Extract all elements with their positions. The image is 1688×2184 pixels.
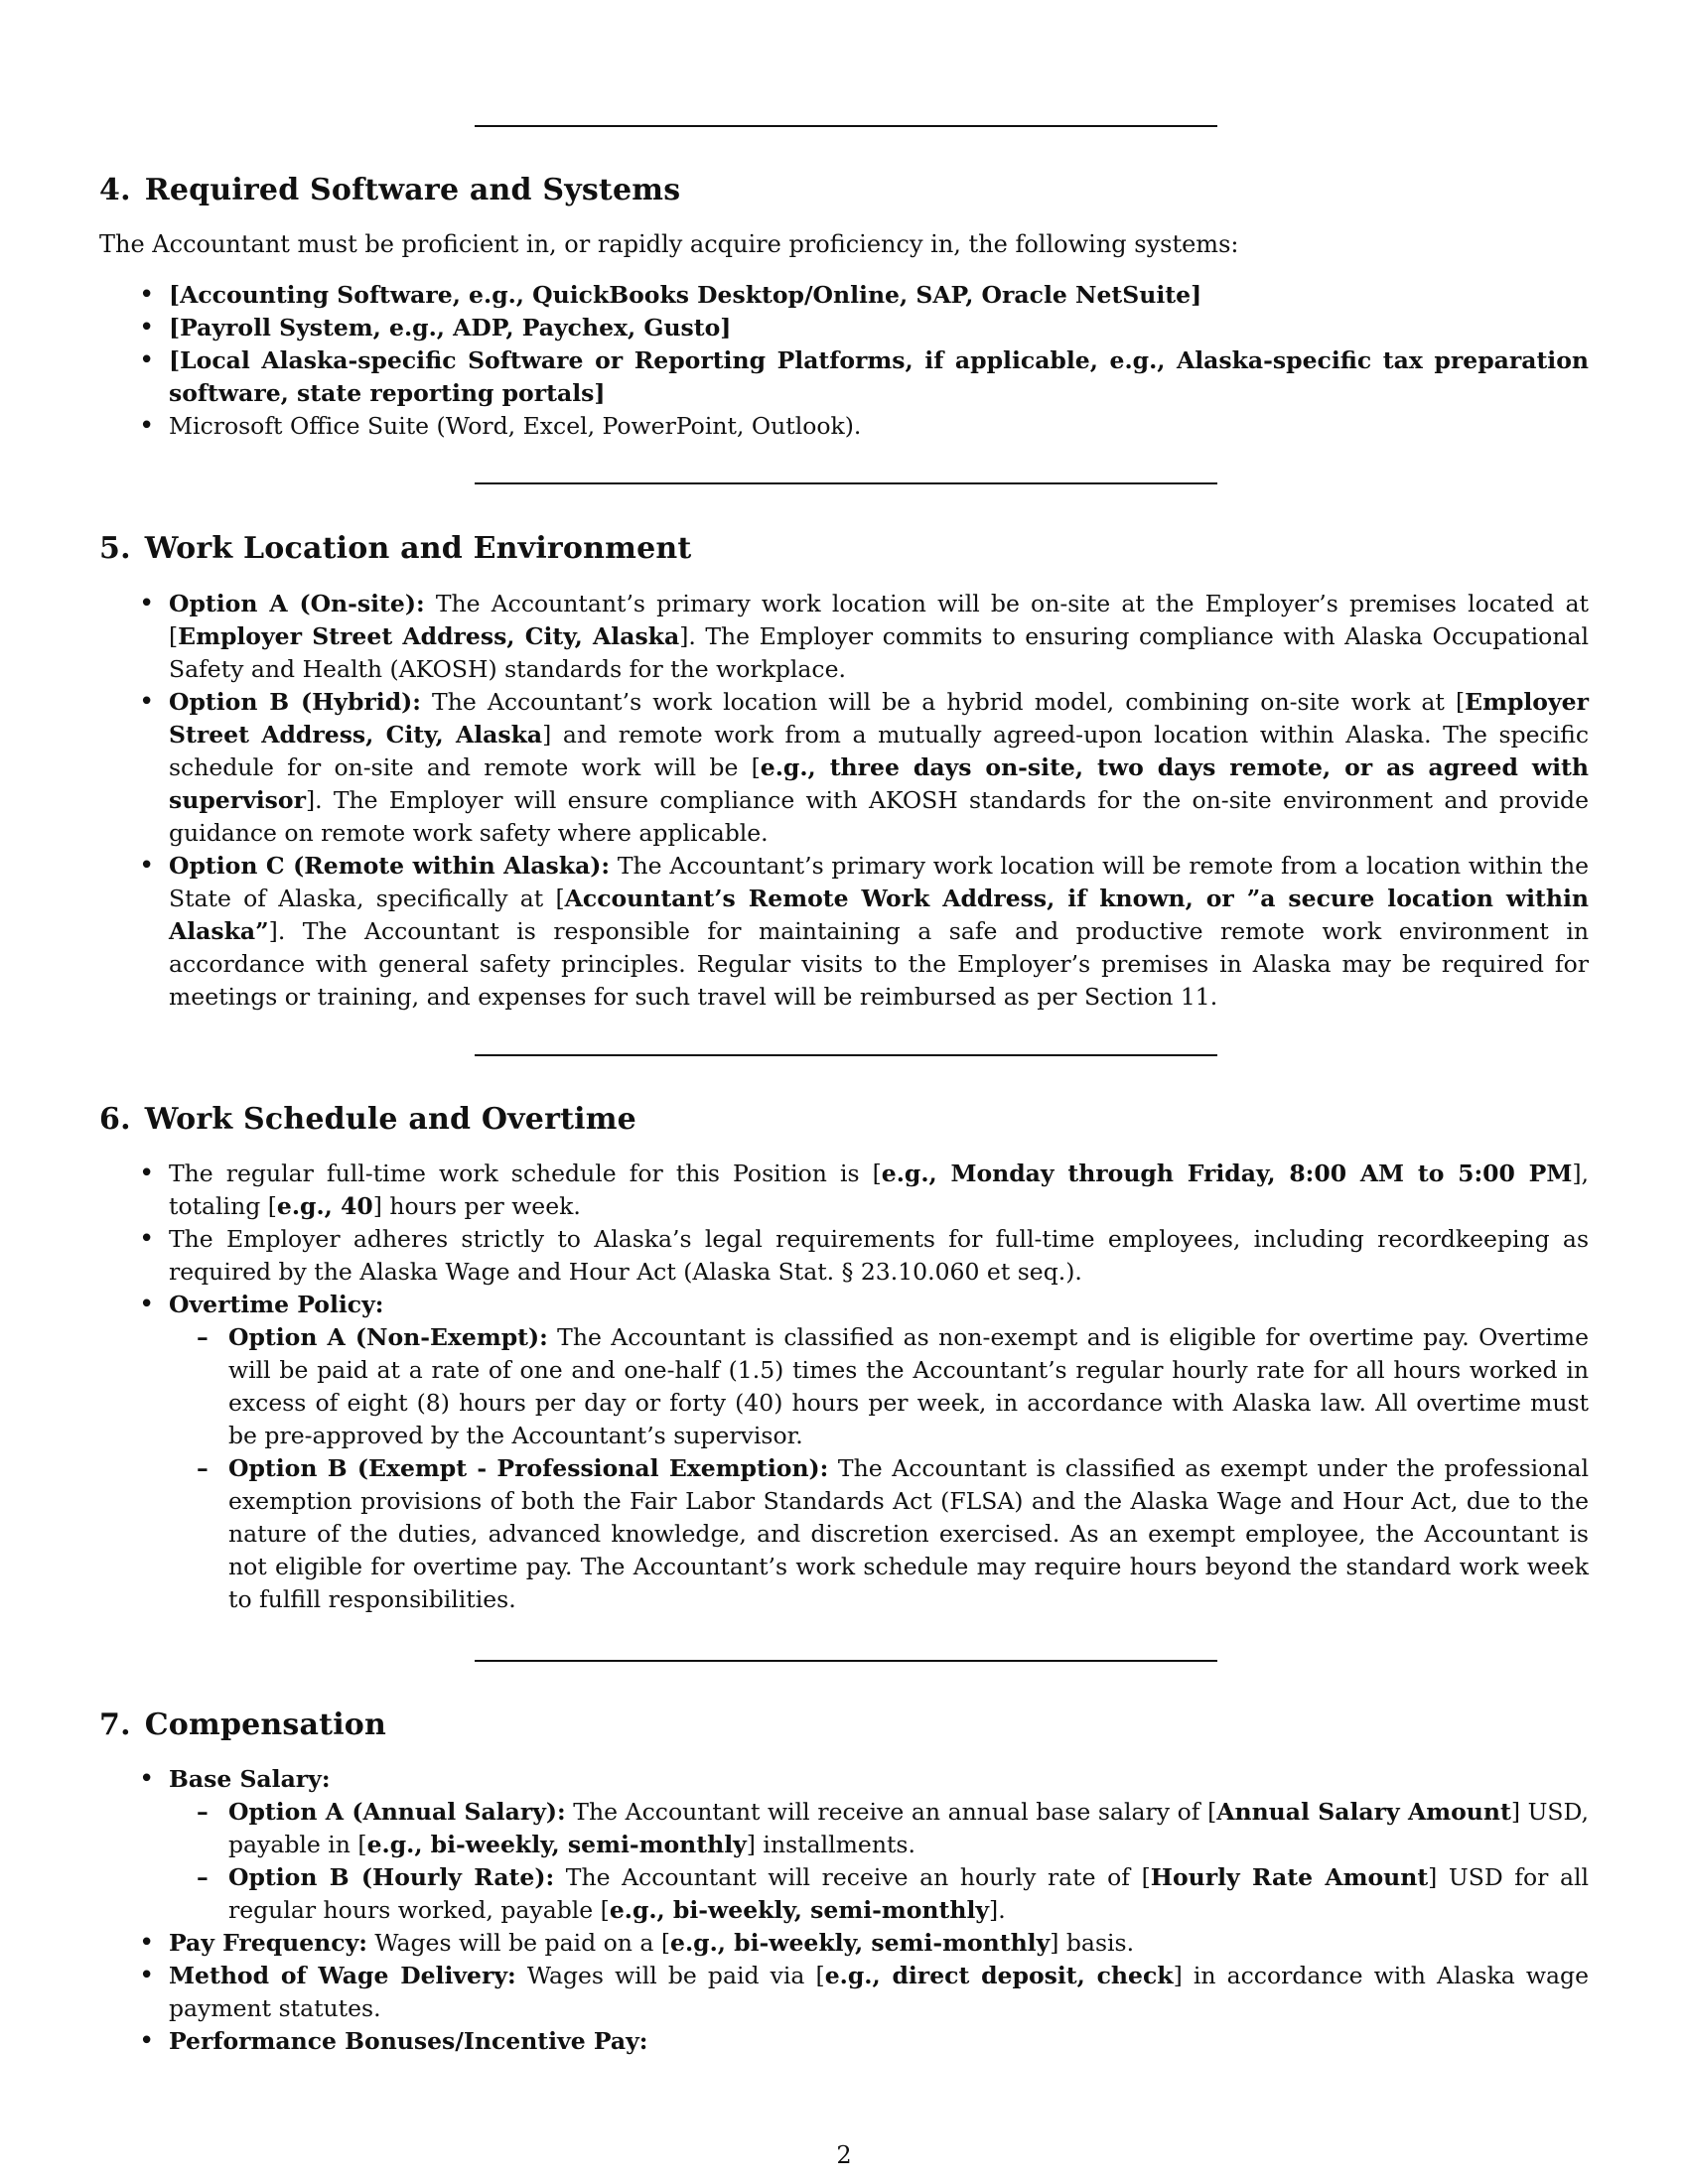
- list-item: • [Payroll System, e.g., ADP, Paychex, Gusto]: [99, 312, 1589, 344]
- schedule-list: [99, 1158, 1589, 1616]
- section-7-heading: 7. Compensation: [99, 1707, 387, 1742]
- list-item: • The regular full-time work schedule for this Position is [e.g., Monday through Friday, 8:00 AM to 5:00 PM], totaling [e.g., 40] hours per week.: [99, 1158, 1589, 1223]
- page-number: 2: [836, 2141, 852, 2169]
- compensation-list: [99, 1763, 1589, 2058]
- section-divider: [475, 1660, 1217, 1662]
- list-item: • Method of Wage Delivery: Wages will be paid via [e.g., direct deposit, check] in accordance with Alaska wage payment statutes.: [99, 1960, 1589, 2025]
- work-location-options: [99, 588, 1589, 1014]
- salary-options: [169, 1796, 1589, 1927]
- list-item: – Option B (Hourly Rate): The Accountant will receive an hourly rate of [Hourly Rate Amount] USD for all regular hours worked, payable [e.g., bi-weekly, semi-monthly].: [169, 1861, 1589, 1927]
- section-divider: [475, 1054, 1217, 1056]
- section-divider: [475, 482, 1217, 484]
- section-5-heading: 5. Work Location and Environment: [99, 531, 692, 566]
- list-item: • Option A (On-site): The Accountant’s primary work location will be on-site at the Employer’s premises located at [Employer Street Address, City, Alaska]. The Employer commits to ensuring compliance with Alaska Occupational Safety and Health (AKOSH) standards for the workplace.: [99, 588, 1589, 686]
- list-item: • Base Salary: – Option A (Annual Salary): The Accountant will receive an annual base salary of [Annual Salary Amount] USD, payable in [e.g., bi-weekly, semi-monthly] installments. – Option B (Hourly Rate): The Accountant will receive an hourly rate of [Hourly Rate Amount] USD for all regular hours worked, payable [e.g., bi-weekly, semi-monthly].: [99, 1763, 1589, 1927]
- list-item: • Performance Bonuses/Incentive Pay:: [99, 2025, 1589, 2058]
- list-item: • Microsoft Office Suite (Word, Excel, PowerPoint, Outlook).: [99, 410, 1589, 443]
- section-4-heading: 4. Required Software and Systems: [99, 173, 681, 207]
- list-item: • Option B (Hybrid): The Accountant’s work location will be a hybrid model, combining on-site work at [Employer Street Address, City, Alaska] and remote work from a mutually agreed-upon location within Alaska. The specific schedule for on-site and remote work will be [e.g., three days on-site, two days remote, or as agreed with supervisor]. The Employer will ensure compliance with AKOSH standards for the on-site environment and provide guidance on remote work safety where applicable.: [99, 686, 1589, 850]
- list-item: • Overtime Policy: – Option A (Non-Exempt): The Accountant is classified as non-exempt and is eligible for overtime pay. Overtime will be paid at a rate of one and one-half (1.5) times the Accountant’s regular hourly rate for all hours worked in excess of eight (8) hours per day or forty (40) hours per week, in accordance with Alaska law. All overtime must be pre-approved by the Accountant’s supervisor. – Option B (Exempt - Professional Exemption): The Accountant is classified as exempt under the professional exemption provisions of both the Fair Labor Standards Act (FLSA) and the Alaska Wage and Hour Act, due to the nature of the duties, advanced knowledge, and discretion exercised. As an exempt employee, the Accountant is not eligible for overtime pay. The Accountant’s work schedule may require hours beyond the standard work week to fulfill responsibilities.: [99, 1289, 1589, 1616]
- list-item: – Option A (Non-Exempt): The Accountant is classified as non-exempt and is eligible for overtime pay. Overtime will be paid at a rate of one and one-half (1.5) times the Accountant’s regular hourly rate for all hours worked in excess of eight (8) hours per day or forty (40) hours per week, in accordance with Alaska law. All overtime must be pre-approved by the Accountant’s supervisor.: [169, 1321, 1589, 1452]
- overtime-options: [169, 1321, 1589, 1616]
- section-6-heading: 6. Work Schedule and Overtime: [99, 1102, 636, 1137]
- list-item: • [Accounting Software, e.g., QuickBooks Desktop/Online, SAP, Oracle NetSuite]: [99, 279, 1589, 312]
- section-divider: [475, 125, 1217, 127]
- section-4-intro: The Accountant must be proficient in, or rapidly acquire proficiency in, the following systems:: [99, 230, 1239, 258]
- list-item: • [Local Alaska-specific Software or Reporting Platforms, if applicable, e.g., Alaska-specific tax preparation software, state reporting portals]: [99, 344, 1589, 410]
- list-item: – Option A (Annual Salary): The Accountant will receive an annual base salary of [Annual Salary Amount] USD, payable in [e.g., bi-weekly, semi-monthly] installments.: [169, 1796, 1589, 1861]
- software-list: [99, 279, 1589, 443]
- list-item: – Option B (Exempt - Professional Exemption): The Accountant is classified as exempt under the professional exemption provisions of both the Fair Labor Standards Act (FLSA) and the Alaska Wage and Hour Act, due to the nature of the duties, advanced knowledge, and discretion exercised. As an exempt employee, the Accountant is not eligible for overtime pay. The Accountant’s work schedule may require hours beyond the standard work week to fulfill responsibilities.: [169, 1452, 1589, 1616]
- list-item: • Option C (Remote within Alaska): The Accountant’s primary work location will be remote from a location within the State of Alaska, specifically at [Accountant’s Remote Work Address, if known, or ”a secure location within Alaska”]. The Accountant is responsible for maintaining a safe and productive remote work environment in accordance with general safety principles. Regular visits to the Employer’s premises in Alaska may be required for meetings or training, and expenses for such travel will be reimbursed as per Section 11.: [99, 850, 1589, 1014]
- list-item: • The Employer adheres strictly to Alaska’s legal requirements for full-time employees, including recordkeeping as required by the Alaska Wage and Hour Act (Alaska Stat. § 23.10.060 et seq.).: [99, 1223, 1589, 1289]
- list-item: • Pay Frequency: Wages will be paid on a [e.g., bi-weekly, semi-monthly] basis.: [99, 1927, 1589, 1960]
